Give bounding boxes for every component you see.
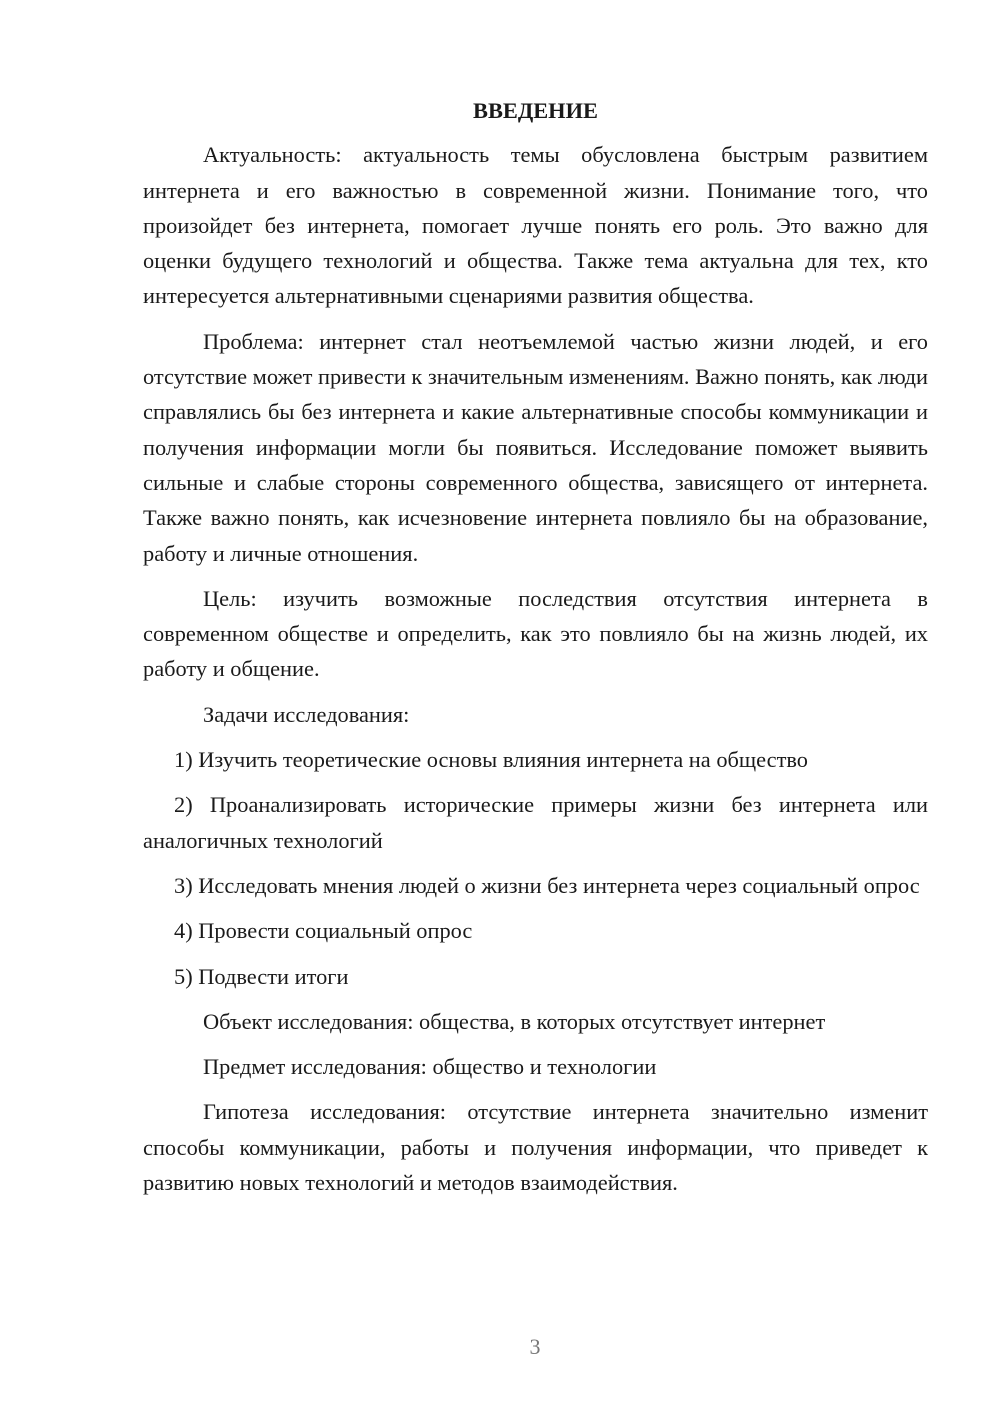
- research-object: Объект исследования: общества, в которых отсутствует интернет: [203, 1008, 826, 1034]
- goal-paragraph: Цель: изучить возможные последствия отсутствия интернета в современном обществе и определить, как это повлияло бы на жизнь людей, их работу и общение.: [143, 585, 928, 682]
- document-body: [143, 93, 928, 1210]
- research-hypothesis: Гипотеза исследования: отсутствие интернета значительно изменит способы коммуникации, работы и получения информации, что приведет к развитию новых технологий и методов взаимодействия.: [143, 1099, 928, 1196]
- task-item: 5) Подвести итоги: [174, 963, 349, 989]
- tasks-list: [143, 742, 928, 994]
- research-subject: Предмет исследования: общество и технологии: [203, 1054, 657, 1080]
- task-item: 4) Провести социальный опрос: [174, 918, 473, 944]
- task-item: 3) Исследовать мнения людей о жизни без интернета через социальный опрос: [174, 872, 920, 898]
- task-item: 2) Проанализировать исторические примеры жизни без интернета или аналогичных технологий: [143, 792, 928, 853]
- page-number: 3: [529, 1334, 541, 1359]
- page-title: ВВЕДЕНИЕ: [473, 98, 598, 123]
- task-item: 1) Изучить теоретические основы влияния интернета на общество: [174, 747, 808, 773]
- relevance-paragraph: Актуальность: актуальность темы обусловлена быстрым развитием интернета и его важностью в современной жизни. Понимание того, что произойдет без интернета, помогает лучше понять его роль. Это важно для оценки будущего технологий и общества. Также тема актуальна для тех, кто интересуется альтернативными сценариями развития общества.: [143, 142, 928, 309]
- tasks-heading: Задачи исследования:: [203, 701, 410, 727]
- problem-paragraph: Проблема: интернет стал неотъемлемой частью жизни людей, и его отсутствие может привести к значительным изменениям. Важно понять, как люди справлялись бы без интернета и какие альтернативные способы коммуникации и получения информации могли бы появиться. Исследование поможет выявить сильные и слабые стороны современного общества, зависящего от интернета. Также важно понять, как исчезновение интернета повлияло бы на образование, работу и личные отношения.: [143, 328, 928, 566]
